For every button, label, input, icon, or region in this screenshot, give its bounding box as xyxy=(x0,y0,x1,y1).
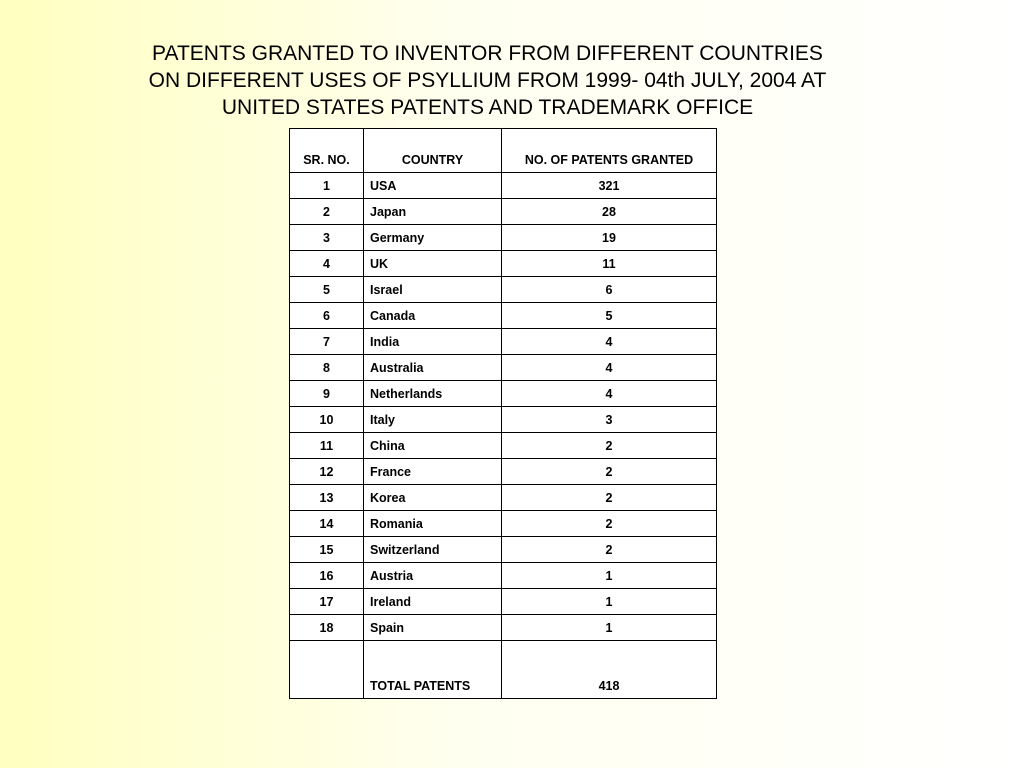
table-row xyxy=(290,251,717,277)
table-row xyxy=(290,537,717,563)
sr-no-cell: 2 xyxy=(290,199,364,225)
total-row xyxy=(290,641,717,699)
table-row xyxy=(290,459,717,485)
patents-count-cell: 11 xyxy=(502,251,717,277)
sr-no-cell: 1 xyxy=(290,173,364,199)
sr-no-cell: 11 xyxy=(290,433,364,459)
header-patents-granted: NO. OF PATENTS GRANTED xyxy=(502,129,717,173)
patents-table xyxy=(289,128,717,699)
table-row xyxy=(290,615,717,641)
sr-no-cell: 17 xyxy=(290,589,364,615)
sr-no-cell: 3 xyxy=(290,225,364,251)
table-row xyxy=(290,173,717,199)
patents-count-cell: 2 xyxy=(502,485,717,511)
sr-no-cell: 7 xyxy=(290,329,364,355)
table-row xyxy=(290,407,717,433)
table-row xyxy=(290,485,717,511)
sr-no-cell: 15 xyxy=(290,537,364,563)
total-value: 418 xyxy=(502,641,717,699)
sr-no-cell: 18 xyxy=(290,615,364,641)
country-cell: India xyxy=(364,329,502,355)
sr-no-cell: 4 xyxy=(290,251,364,277)
table-header-row xyxy=(290,129,717,173)
table-row xyxy=(290,381,717,407)
country-cell: Romania xyxy=(364,511,502,537)
country-cell: Spain xyxy=(364,615,502,641)
sr-no-cell: 14 xyxy=(290,511,364,537)
header-country: COUNTRY xyxy=(364,129,502,173)
table-row xyxy=(290,355,717,381)
patents-count-cell: 5 xyxy=(502,303,717,329)
patents-count-cell: 19 xyxy=(502,225,717,251)
country-cell: Ireland xyxy=(364,589,502,615)
sr-no-cell: 13 xyxy=(290,485,364,511)
patents-count-cell: 4 xyxy=(502,381,717,407)
patents-count-cell: 28 xyxy=(502,199,717,225)
country-cell: France xyxy=(364,459,502,485)
country-cell: Germany xyxy=(364,225,502,251)
table-row xyxy=(290,199,717,225)
sr-no-cell: 6 xyxy=(290,303,364,329)
sr-no-cell: 10 xyxy=(290,407,364,433)
country-cell: UK xyxy=(364,251,502,277)
table-body xyxy=(290,173,717,641)
slide-title xyxy=(60,40,915,121)
sr-no-cell: 8 xyxy=(290,355,364,381)
sr-no-cell: 5 xyxy=(290,277,364,303)
patents-count-cell: 2 xyxy=(502,433,717,459)
patents-count-cell: 4 xyxy=(502,329,717,355)
country-cell: Netherlands xyxy=(364,381,502,407)
patents-count-cell: 6 xyxy=(502,277,717,303)
country-cell: Japan xyxy=(364,199,502,225)
sr-no-cell: 9 xyxy=(290,381,364,407)
patents-count-cell: 3 xyxy=(502,407,717,433)
table-row xyxy=(290,589,717,615)
table-row xyxy=(290,563,717,589)
total-sr-cell xyxy=(290,641,364,699)
title-line-3: UNITED STATES PATENTS AND TRADEMARK OFFICE xyxy=(221,96,754,119)
country-cell: Korea xyxy=(364,485,502,511)
title-line-1: PATENTS GRANTED TO INVENTOR FROM DIFFERENT COUNTRIES xyxy=(152,42,823,65)
country-cell: Switzerland xyxy=(364,537,502,563)
country-cell: China xyxy=(364,433,502,459)
table-row xyxy=(290,303,717,329)
patents-count-cell: 2 xyxy=(502,537,717,563)
header-sr-no: SR. NO. xyxy=(290,129,364,173)
title-line-2: ON DIFFERENT USES OF PSYLLIUM FROM 1999- 04th JULY, 2004 AT xyxy=(148,69,827,92)
country-cell: Austria xyxy=(364,563,502,589)
country-cell: Canada xyxy=(364,303,502,329)
table-row xyxy=(290,329,717,355)
table-row xyxy=(290,511,717,537)
table-row xyxy=(290,433,717,459)
country-cell: Australia xyxy=(364,355,502,381)
table-row xyxy=(290,277,717,303)
patents-count-cell: 1 xyxy=(502,563,717,589)
country-cell: Italy xyxy=(364,407,502,433)
patents-count-cell: 321 xyxy=(502,173,717,199)
patents-count-cell: 1 xyxy=(502,615,717,641)
sr-no-cell: 16 xyxy=(290,563,364,589)
table-row xyxy=(290,225,717,251)
patents-count-cell: 2 xyxy=(502,511,717,537)
sr-no-cell: 12 xyxy=(290,459,364,485)
patents-count-cell: 1 xyxy=(502,589,717,615)
country-cell: Israel xyxy=(364,277,502,303)
patents-count-cell: 4 xyxy=(502,355,717,381)
patents-count-cell: 2 xyxy=(502,459,717,485)
country-cell: USA xyxy=(364,173,502,199)
total-label: TOTAL PATENTS xyxy=(364,641,502,699)
